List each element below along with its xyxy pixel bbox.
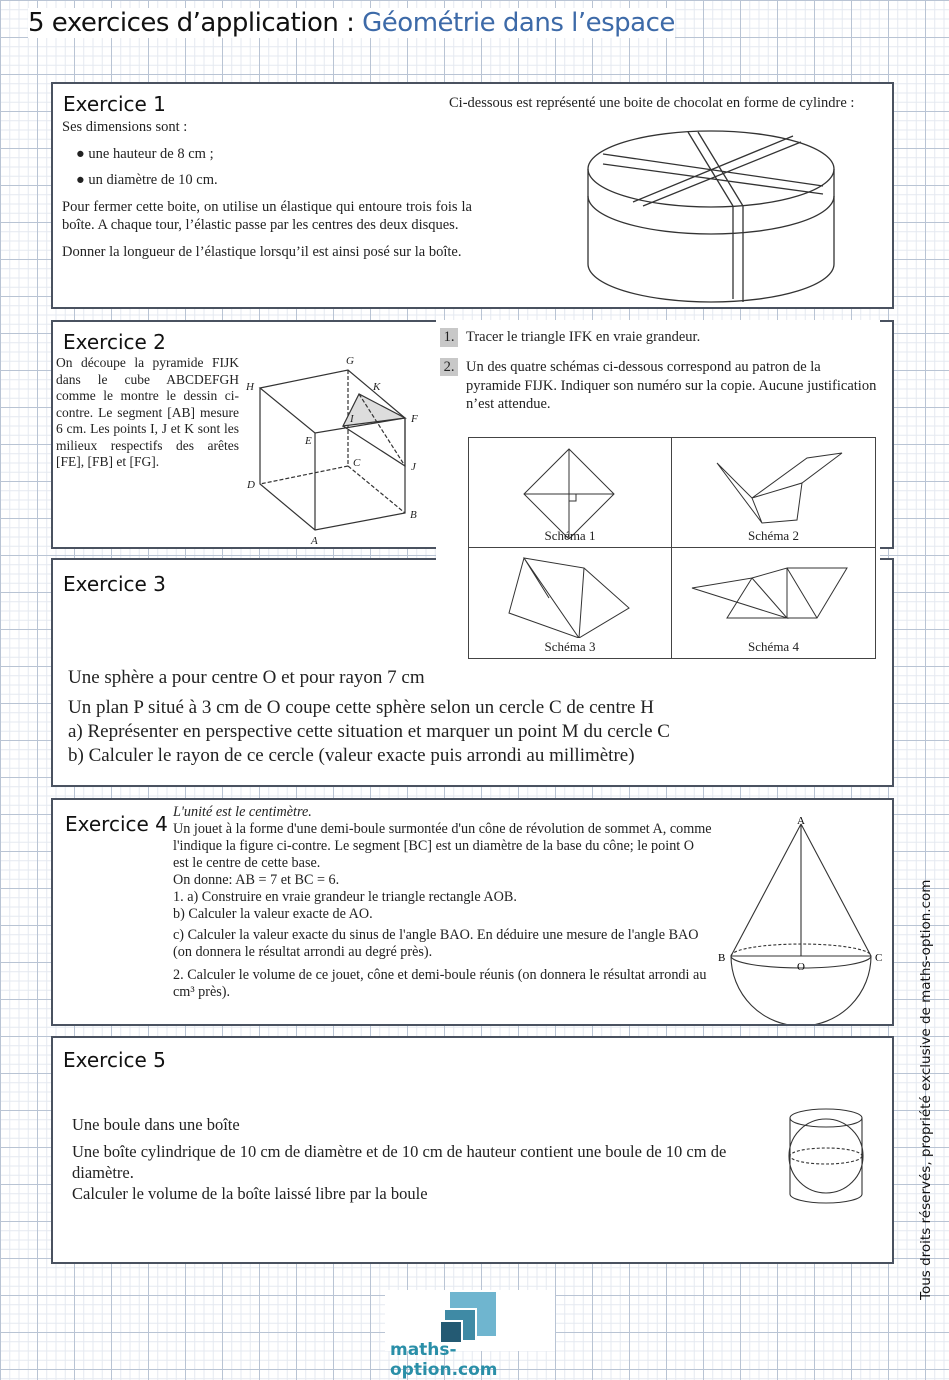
label: C xyxy=(875,952,883,964)
question-2 xyxy=(440,358,878,414)
title-subject: Géométrie dans l’espace xyxy=(362,8,675,38)
schema-2 xyxy=(672,438,875,548)
cube-labels xyxy=(245,355,418,547)
question: 2. Calculer le volume de ce jouet, cône et demi-boule réunis (on donnera le résultat arrondi au cm³ près). xyxy=(173,967,707,1000)
label: A xyxy=(311,535,318,547)
given: On donne: AB = 7 et BC = 6. xyxy=(173,872,340,888)
question-a: a) Représenter en perspective cette situation et marquer un point M du cercle C xyxy=(68,721,670,742)
ball-in-box-figure xyxy=(786,1104,866,1208)
question-b: b) Calculer le rayon de ce cercle (valeur exacte puis arrondi au millimètre) xyxy=(68,745,635,766)
exercise-label: Exercice 5 xyxy=(63,1048,166,1072)
logo xyxy=(385,1290,555,1380)
exercise-text xyxy=(62,118,472,261)
question-number: 1. xyxy=(440,328,458,347)
bullet-text: un diamètre de 10 cm. xyxy=(88,172,218,188)
exercise-text xyxy=(173,804,713,1001)
cylinder-figure xyxy=(583,124,843,304)
schema-label: Schéma 1 xyxy=(544,527,596,543)
label: B xyxy=(718,952,726,964)
label: A xyxy=(797,815,805,827)
copyright-notice: Tous droits réservés, propriété exclusive de maths-option.com xyxy=(918,879,934,1300)
line: Une boule dans une boîte xyxy=(72,1115,240,1134)
label: J xyxy=(411,461,416,473)
title-prefix: 5 exercices d’application : xyxy=(28,8,363,38)
paragraph: Un jouet à la forme d'une demi-boule surmontée d'un cône de révolution de sommet A, comme l'indique la figure ci-contre. Le segment [BC] est un diamètre de la base du cône; le point O est le centre de cette base. xyxy=(173,821,712,871)
label: O xyxy=(797,961,805,973)
line: Un plan P situé à 3 cm de O coupe cette sphère selon un cercle C de centre H xyxy=(68,697,654,718)
question-1 xyxy=(440,328,878,347)
bullet: ● un diamètre de 10 cm. xyxy=(76,172,218,188)
paragraph: Pour fermer cette boite, on utilise un élastique qui entoure trois fois la boîte. A chaque tour, l’élastic passe par les centres des deux disques. xyxy=(62,198,472,233)
schema-3 xyxy=(469,548,672,658)
line: Une boîte cylindrique de 10 cm de diamètre et de 10 cm de hauteur contient une boule de 10 cm de diamètre. xyxy=(72,1142,727,1182)
label: F xyxy=(411,413,418,425)
exercise-text: On découpe la pyramide FIJK dans le cube ABCDEFGH comme le montre le dessin ci-contre. Le segment [AB] mesure 6 cm. Les points I, J et K sont les milieux respectifs des arêtes [FE], [FB] et [FG]. xyxy=(56,355,239,469)
schemas-grid xyxy=(468,437,876,659)
exercise-1 xyxy=(51,82,894,309)
schema-4 xyxy=(672,548,875,658)
label: D xyxy=(247,479,255,491)
schema-label: Schéma 4 xyxy=(748,638,799,654)
label: I xyxy=(350,413,354,425)
exercise-text xyxy=(72,1114,782,1204)
line: Une sphère a pour centre O et pour rayon 7 cm xyxy=(68,667,425,688)
label: G xyxy=(346,355,354,367)
schema-label: Schéma 2 xyxy=(748,527,799,543)
exercise-label: Exercice 2 xyxy=(63,330,166,354)
cube-figure xyxy=(243,350,443,550)
exercise-label: Exercice 3 xyxy=(63,572,166,596)
page-title xyxy=(28,8,675,38)
line: Calculer le volume de la boîte laissé libre par la boule xyxy=(72,1184,428,1203)
exercise-label: Exercice 1 xyxy=(63,92,166,116)
intro: Ses dimensions sont : xyxy=(62,119,188,135)
bullet-text: une hauteur de 8 cm ; xyxy=(88,145,214,162)
question: c) Calculer la valeur exacte du sinus de l'angle BAO. En déduire une mesure de l'angle BAO (on donnera le résultat arrondi au degré près). xyxy=(173,927,699,960)
cone-figure xyxy=(713,814,893,1024)
unit-note: L'unité est le centimètre. xyxy=(173,804,312,820)
schema-1 xyxy=(469,438,672,548)
schema-label: Schéma 3 xyxy=(544,638,596,654)
label: E xyxy=(305,435,312,447)
exercise-5 xyxy=(51,1036,894,1264)
label: B xyxy=(410,509,417,521)
question-text: Un des quatre schémas ci-dessous correspond au patron de la pyramide FIJK. Indiquer son numéro sur la copie. Aucune justification n’est attendue. xyxy=(466,359,877,412)
question-number: 2. xyxy=(440,358,458,376)
label: C xyxy=(353,457,361,469)
exercise-text xyxy=(68,666,868,768)
exercise-4 xyxy=(51,798,894,1026)
question: 1. a) Construire en vraie grandeur le triangle rectangle AOB. xyxy=(173,889,517,905)
logo-text: maths-option.com xyxy=(390,1340,498,1380)
label: K xyxy=(373,381,381,393)
exercise-2-questions xyxy=(436,320,880,660)
question-text: Tracer le triangle IFK en vraie grandeur. xyxy=(466,329,701,345)
question: b) Calculer la valeur exacte de AO. xyxy=(173,906,373,922)
exercise-label: Exercice 4 xyxy=(65,812,168,836)
figure-caption: Ci-dessous est représenté une boite de chocolat en forme de cylindre : xyxy=(449,95,855,111)
paragraph: Donner la longueur de l’élastique lorsqu’il est ainsi posé sur la boîte. xyxy=(62,243,462,260)
label: H xyxy=(246,381,254,393)
bullet: ● une hauteur de 8 cm ; xyxy=(76,145,214,162)
